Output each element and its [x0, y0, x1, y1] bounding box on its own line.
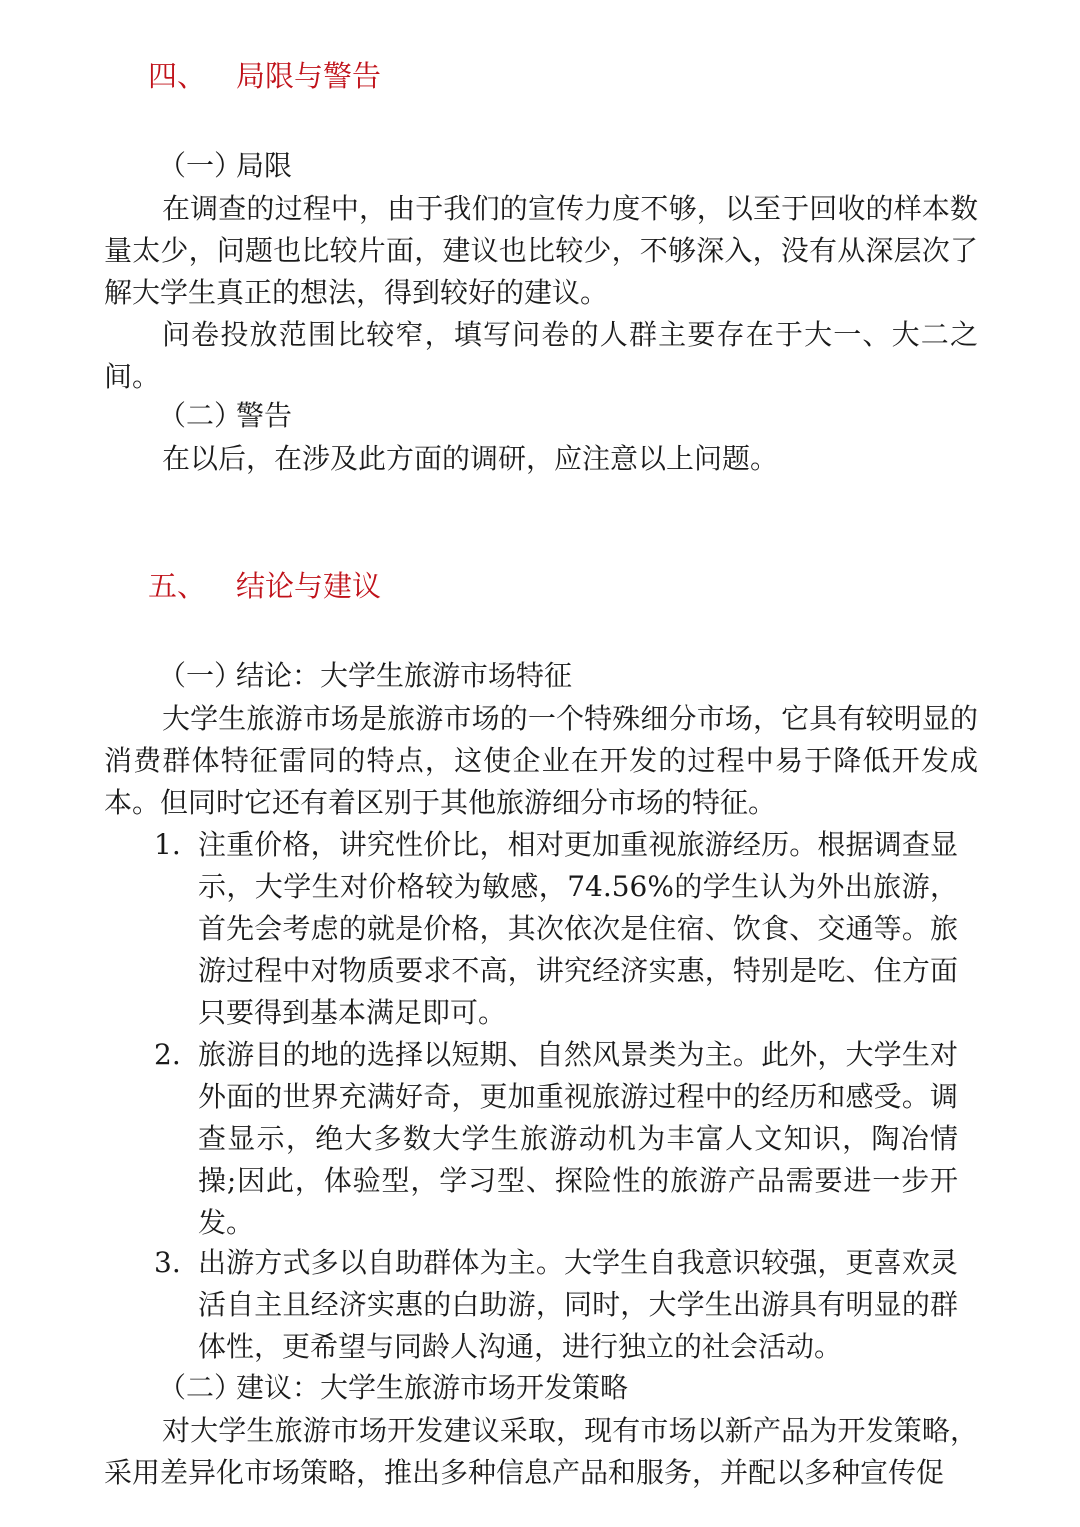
list-marker: 2.: [154, 1038, 181, 1071]
section-5-heading: [148, 566, 381, 606]
paragraph: 问卷投放范围比较窄，填写问卷的人群主要存在于大一、大二之间。: [104, 318, 978, 393]
subsection-title: 警告: [236, 399, 293, 432]
section-number: 五、: [148, 569, 207, 603]
list-item: [154, 1034, 978, 1244]
subsection-5-2-heading: [158, 1368, 628, 1408]
list-marker: 1.: [154, 828, 181, 861]
section-title: 结论与建议: [236, 569, 382, 603]
paragraph: 在调查的过程中，由于我们的宣传力度不够，以至于回收的样本数量太少，问题也比较片面，建议也比较少，不够深入，没有从深层次了解大学生真正的想法，得到较好的建议。: [104, 192, 978, 309]
paragraph: 在以后，在涉及此方面的调研，应注意以上问题。: [162, 442, 779, 475]
list-item-text: 注重价格，讲究性价比，相对更加重视旅游经历。根据调查显示，大学生对价格较为敏感，74.56%的学生认为外出旅游，首先会考虑的就是价格，其次依次是住宿、饮食、交通等。旅游过程中对物质要求不高，讲究经济实惠，特别是吃、住方面只要得到基本满足即可。: [198, 828, 958, 1029]
list-marker: 3.: [154, 1246, 181, 1279]
list-item: [154, 1242, 978, 1368]
subsection-number: （一）: [158, 149, 243, 182]
subsection-title: 建议：大学生旅游市场开发策略: [236, 1371, 629, 1404]
list-item-text: 旅游目的地的选择以短期、自然风景类为主。此外，大学生对外面的世界充满好奇，更加重视旅游过程中的经历和感受。调查显示，绝大多数大学生旅游动机为丰富人文知识，陶冶情操;因此，体验型，学习型、探险性的旅游产品需要进一步开发。: [198, 1038, 958, 1239]
subsection-number: （一）: [158, 659, 243, 692]
section-4-heading: [148, 56, 381, 96]
subsection-number: （二）: [158, 399, 243, 432]
subsection-4-1-heading: [158, 146, 292, 186]
subsection-title: 结论：大学生旅游市场特征: [236, 659, 573, 692]
paragraph: 大学生旅游市场是旅游市场的一个特殊细分市场，它具有较明显的消费群体特征雷同的特点，这使企业在开发的过程中易于降低开发成本。但同时它还有着区别于其他旅游细分市场的特征。: [104, 702, 978, 819]
list-item-text: 出游方式多以自助群体为主。大学生自我意识较强，更喜欢灵活自主且经济实惠的白助游，同时，大学生出游具有明显的群体性，更希望与同龄人沟通，进行独立的社会活动。: [198, 1246, 958, 1363]
section-title: 局限与警告: [236, 59, 382, 93]
subsection-4-2-heading: [158, 396, 292, 436]
subsection-5-1-heading: [158, 656, 572, 696]
paragraph: 对大学生旅游市场开发建议采取，现有市场以新产品为开发策略，采用差异化市场策略，推出多种信息产品和服务，并配以多种宣传促: [104, 1414, 978, 1489]
list-item: [154, 824, 978, 1034]
subsection-title: 局限: [236, 149, 293, 182]
section-number: 四、: [148, 59, 207, 93]
subsection-number: （二）: [158, 1371, 243, 1404]
